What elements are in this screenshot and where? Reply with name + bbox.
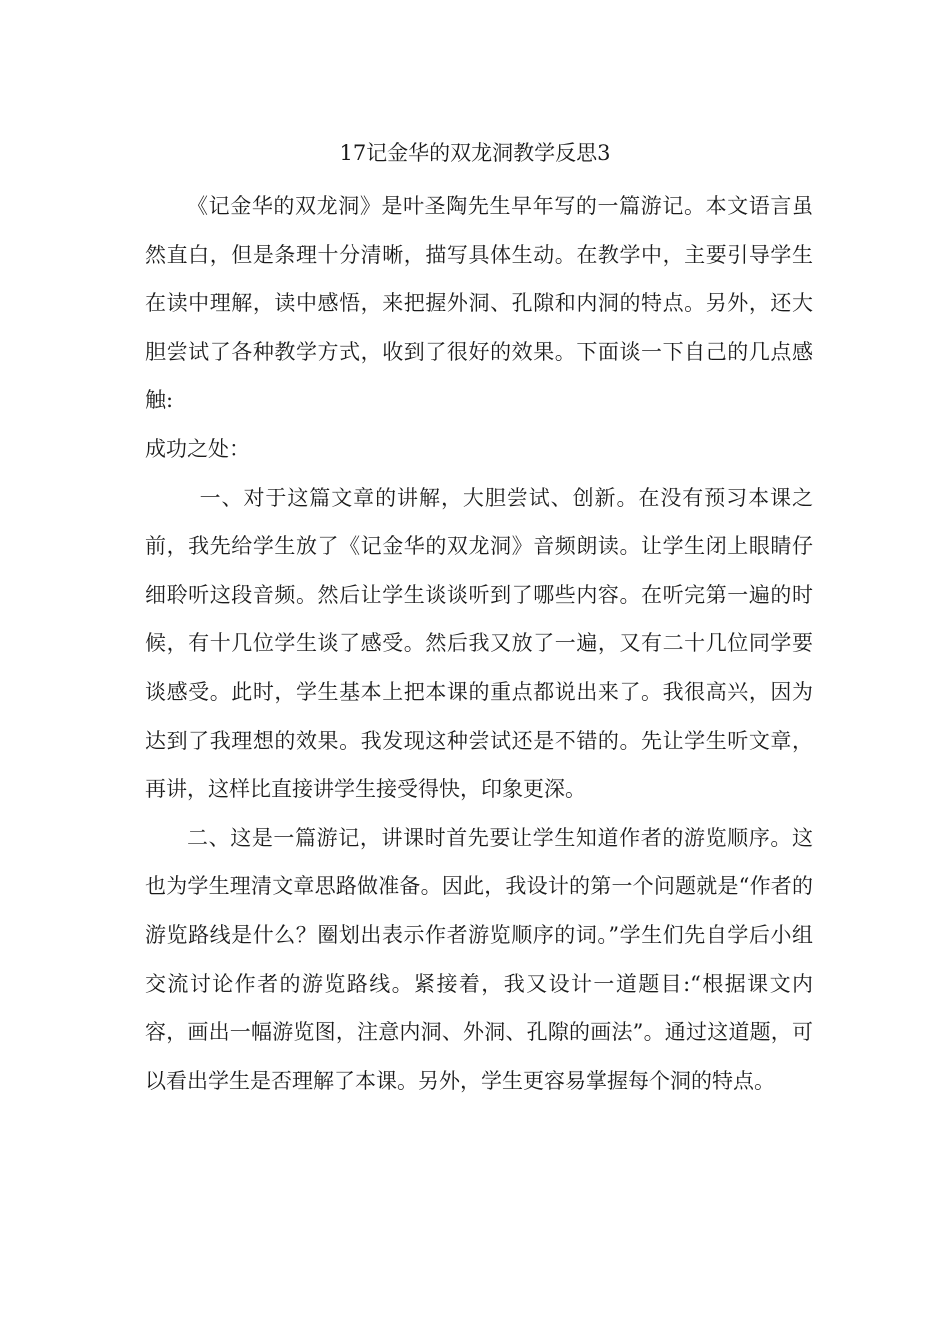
paragraph-intro: 《记金华的双龙洞》是叶圣陶先生早年写的一篇游记。本文语言虽然直白，但是条理十分清晰，描写具体生动。在教学中，主要引导学生在读中理解，读中感悟，来把握外洞、孔隙和内洞的特点。另外，还大胆尝试了各种教学方式，收到了很好的效果。下面谈一下自己的几点感触:	[145, 194, 813, 413]
paragraph-success-label: 成功之处：	[145, 436, 250, 461]
paragraph-point-one: 一、对于这篇文章的讲解，大胆尝试、创新。在没有预习本课之前，我先给学生放了《记金华的双龙洞》音频朗读。让学生闭上眼睛仔细聆听这段音频。然后让学生谈谈听到了哪些内容。在听完第一遍的时候，有十几位学生谈了感受。然后我又放了一遍，又有二十几位同学要谈感受。此时，学生基本上把本课的重点都说出来了。我很高兴，因为达到了我理想的效果。我发现这种尝试还是不错的。先让学生听文章，再讲，这样比直接讲学生接受得快，印象更深。	[145, 485, 813, 802]
paragraph-point-two: 二、这是一篇游记，讲课时首先要让学生知道作者的游览顺序。这也为学生理清文章思路做准备。因此，我设计的第一个问题就是“作者的游览路线是什么？圈划出表示作者游览顺序的词。”学生们先自学后小组交流讨论作者的游览路线。紧接着，我又设计一道题目:“根据课文内容，画出一幅游览图，注意内洞、外洞、孔隙的画法”。通过这道题，可以看出学生是否理解了本课。另外，学生更容易掌握每个洞的特点。	[145, 825, 813, 1093]
document-body	[145, 182, 813, 1105]
document-title: 17记金华的双龙洞教学反思3	[339, 141, 611, 165]
